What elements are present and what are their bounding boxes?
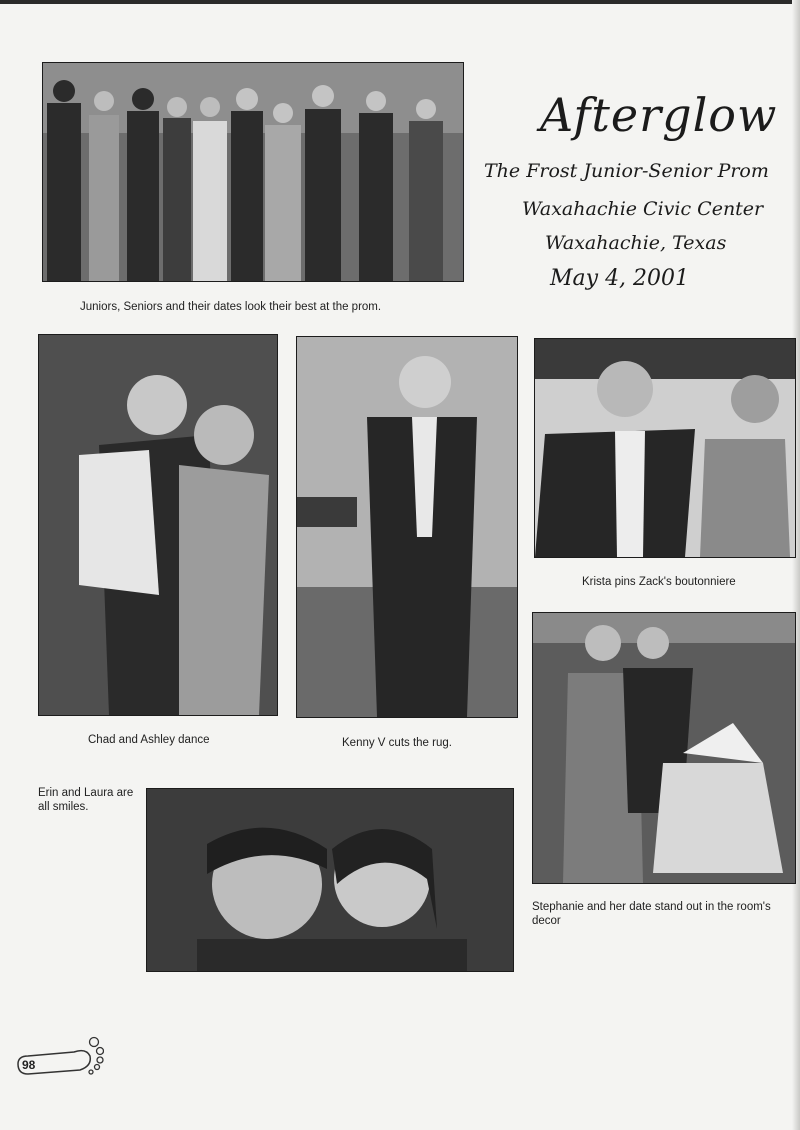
caption-krista-zack: Krista pins Zack's boutonniere xyxy=(582,576,736,588)
chad-ashley-figures xyxy=(39,335,277,715)
group-photo-figures xyxy=(43,63,463,281)
page-number: 98 xyxy=(22,1058,36,1072)
photo-stephanie xyxy=(532,612,796,884)
caption-stephanie: Stephanie and her date stand out in the room's decor xyxy=(532,901,771,927)
event-date: May 4, 2001 xyxy=(550,266,690,291)
caption-group: Juniors, Seniors and their dates look their best at the prom. xyxy=(80,301,382,313)
photo-kenny xyxy=(296,336,518,718)
page-top-border xyxy=(0,0,800,4)
photo-erin-laura xyxy=(146,788,514,972)
photo-chad-ashley xyxy=(38,334,278,716)
page-title: Afterglow xyxy=(540,88,778,142)
caption-erin-laura: Erin and Laura are all smiles. xyxy=(38,787,134,813)
venue-location: Waxahachie, Texas xyxy=(545,232,727,254)
photo-group xyxy=(42,62,464,282)
page-edge-shadow xyxy=(792,0,800,1130)
photo-krista-zack xyxy=(534,338,796,558)
erin-laura-figures xyxy=(147,789,513,971)
krista-zack-figures xyxy=(535,339,795,557)
caption-chad-ashley: Chad and Ashley dance xyxy=(88,734,210,746)
stephanie-figures xyxy=(533,613,795,883)
event-name: The Frost Junior-Senior Prom xyxy=(484,160,769,182)
kenny-figures xyxy=(297,337,517,717)
caption-kenny: Kenny V cuts the rug. xyxy=(342,737,452,749)
venue-name: Waxahachie Civic Center xyxy=(522,198,764,220)
